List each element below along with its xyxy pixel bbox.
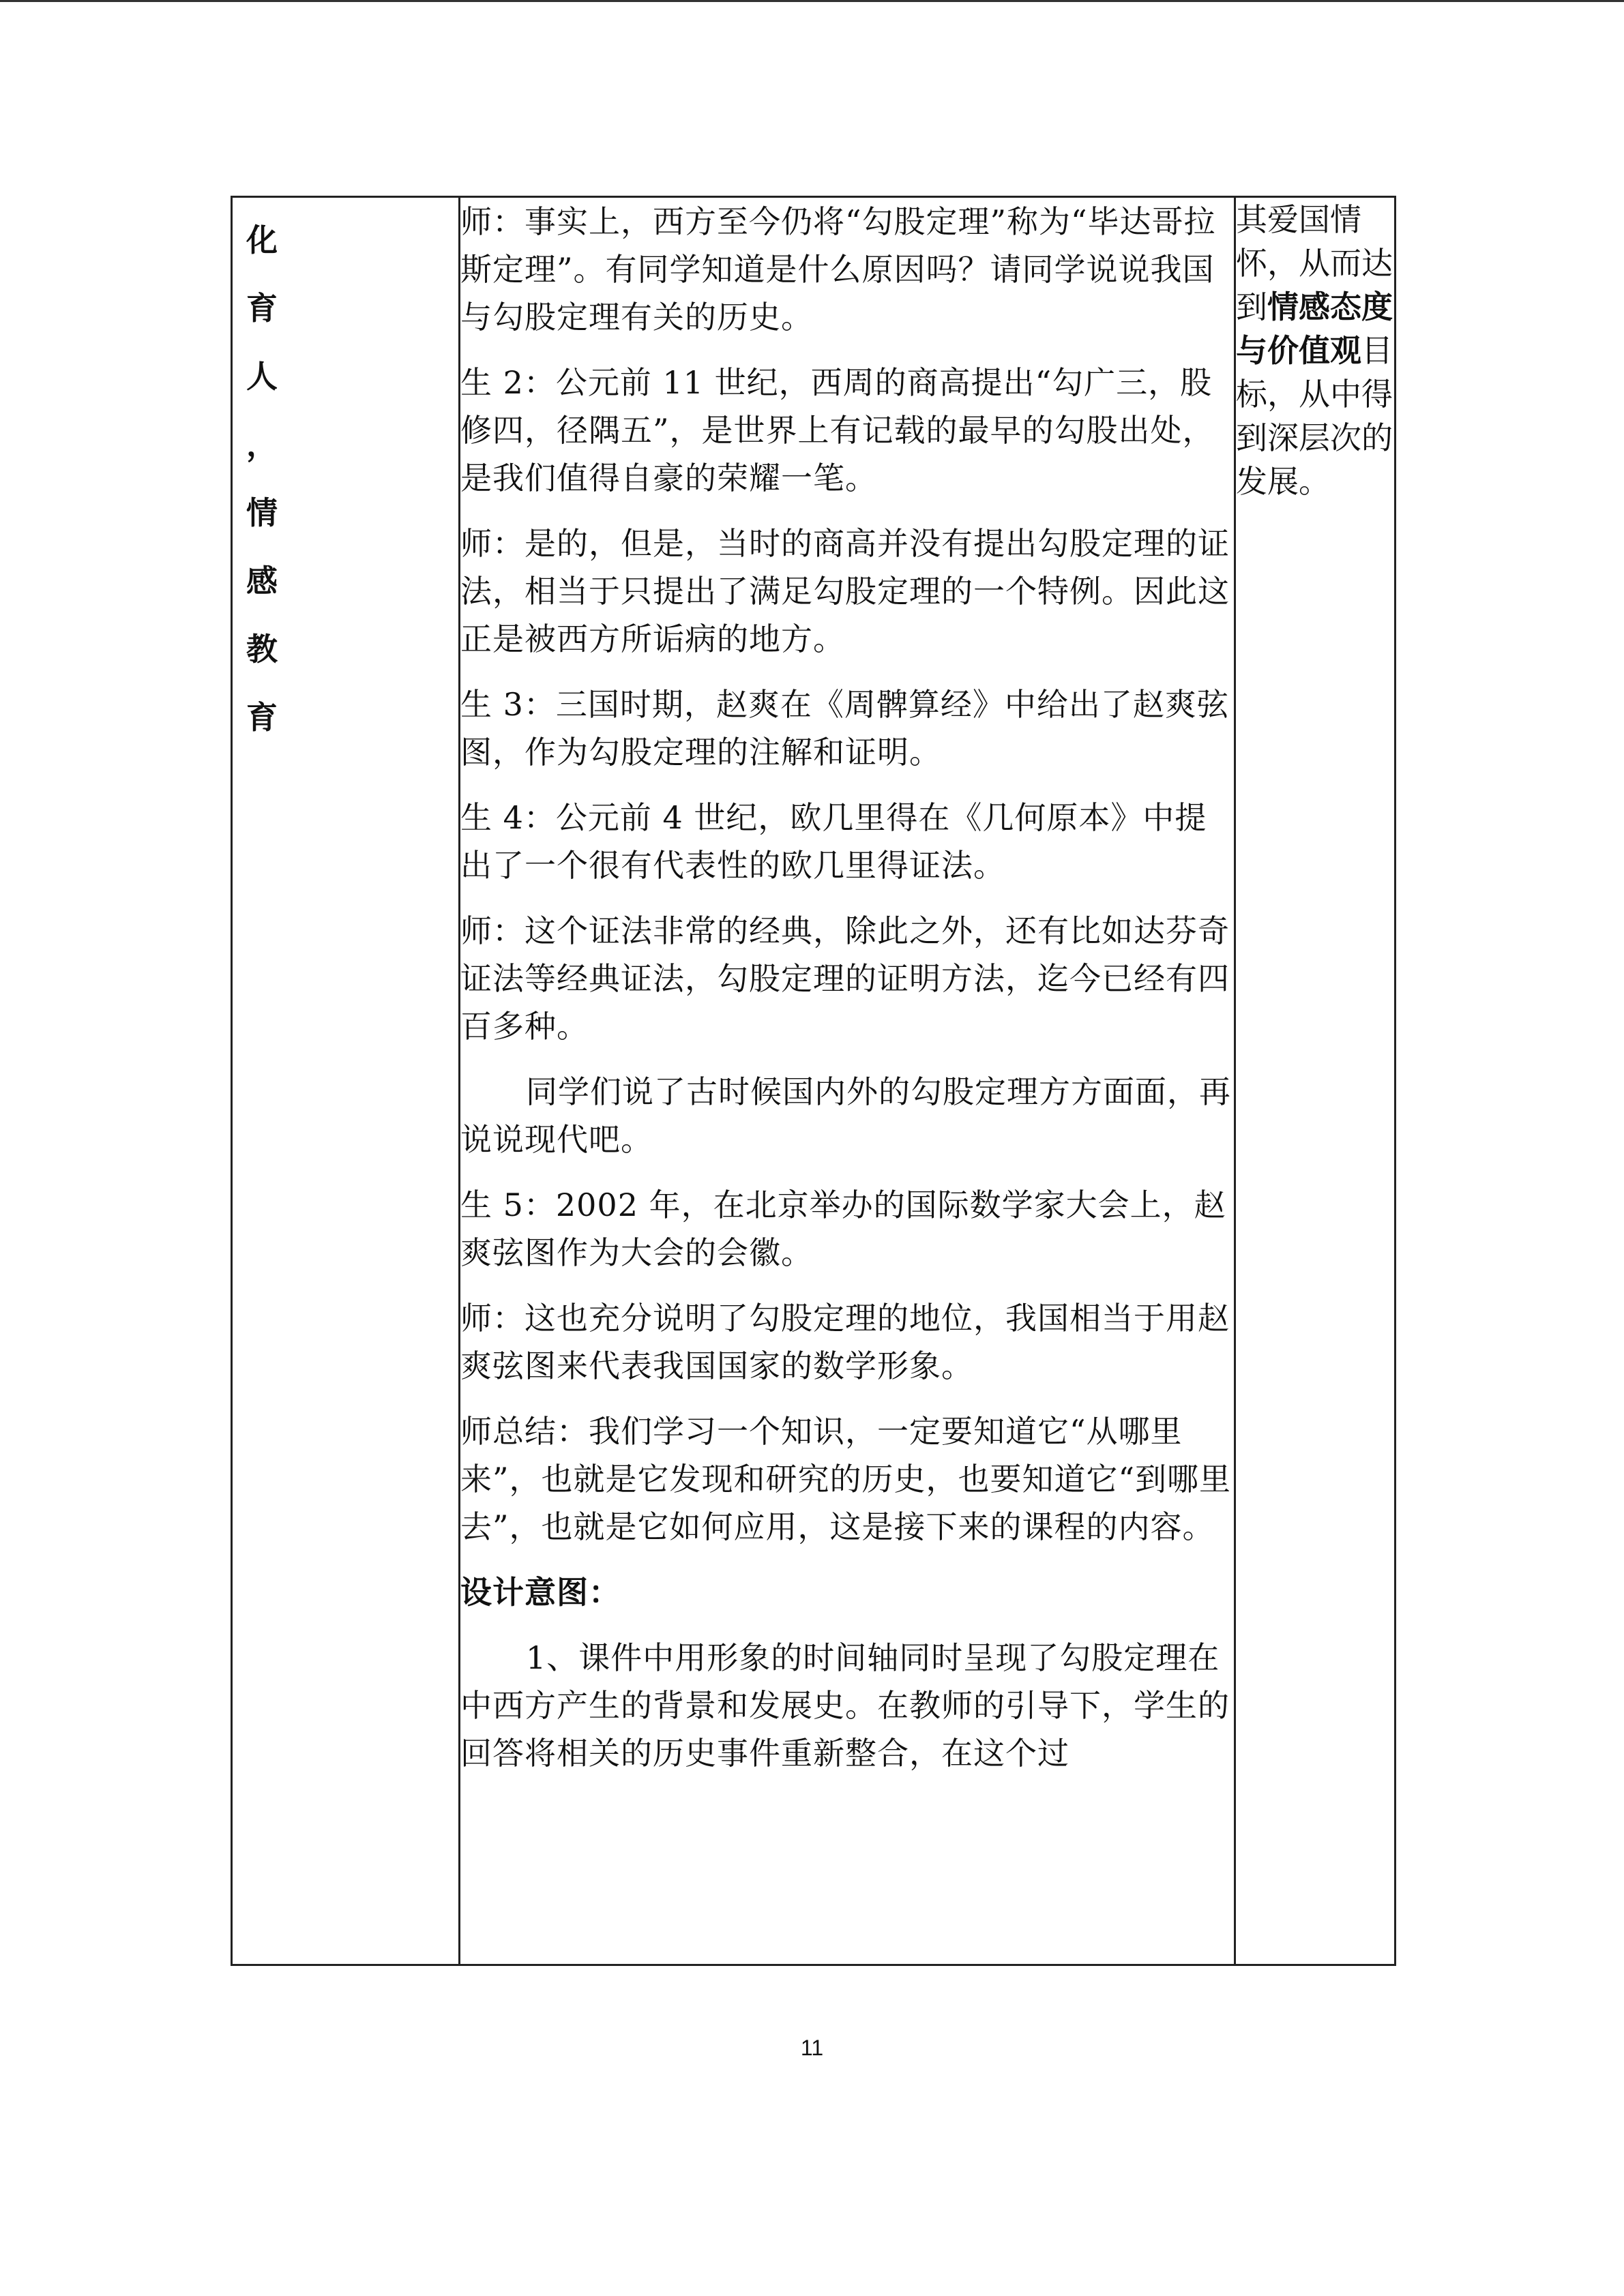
stage-char: 育 (246, 699, 278, 736)
dialogue-paragraph: 师总结：我们学习一个知识，一定要知道它“从哪里来”，也就是它发现和研究的历史，也要知道它“到哪里去”，也就是它如何应用，这是接下来的课程的内容。 (460, 1413, 1232, 1545)
dialogue-paragraph: 师：事实上，西方至今仍将“勾股定理”称为“毕达哥拉斯定理”。有同学知道是什么原因吗？请同学说说我国与勾股定理有关的历史。 (460, 203, 1216, 336)
stage-char: 化 (246, 222, 278, 258)
intent-note-cell (1235, 197, 1396, 1965)
stage-label-cell (232, 197, 460, 1965)
dialogue-paragraph: 生 3：三国时期，赵爽在《周髀算经》中给出了赵爽弦图，作为勾股定理的注解和证明。 (460, 686, 1229, 771)
dialogue-paragraph: 生 5：2002 年，在北京举办的国际数学家大会上，赵爽弦图作为大会的会徽。 (460, 1187, 1226, 1271)
dialogue-paragraph: 同学们说了古时候国内外的勾股定理方方面面，再说说现代吧。 (460, 1073, 1231, 1158)
page-number: 11 (800, 2036, 824, 2060)
dialogue-paragraph: 师：是的，但是，当时的商高并没有提出勾股定理的证法，相当于只提出了满足勾股定理的一个特例。因此这正是被西方所诟病的地方。 (460, 525, 1230, 657)
table-row (232, 197, 1396, 1965)
stage-char: ， (246, 426, 278, 463)
lesson-plan-table (231, 196, 1396, 1966)
note-emphasis: 情感态度与价值观 (1236, 288, 1393, 369)
stage-char: 育 (246, 290, 278, 327)
stage-char: 感 (246, 563, 278, 599)
note-text: 目标，从中得到深层次的发展。 (1236, 332, 1393, 500)
dialogue-paragraph: 师：这也充分说明了勾股定理的地位，我国相当于用赵爽弦图来代表我国国家的数学形象。 (460, 1300, 1230, 1384)
stage-char: 情 (246, 494, 278, 531)
teaching-process-cell (460, 197, 1235, 1965)
design-intent-paragraph: 1、课件中用形象的时间轴同时呈现了勾股定理在中西方产生的背景和发展史。在教师的引导下，学生的回答将相关的历史事件重新整合，在这个过 (460, 1639, 1230, 1772)
dialogue-paragraph: 生 4：公元前 4 世纪，欧几里得在《几何原本》中提出了一个很有代表性的欧几里得证法。 (460, 799, 1207, 884)
note-text: 其爱国情怀，从而达到 (1236, 201, 1393, 325)
top-border-line (0, 0, 1624, 2)
intent-note (1236, 198, 1394, 503)
stage-label (233, 198, 458, 751)
dialogue-paragraph: 师：这个证法非常的经典，除此之外，还有比如达芬奇证法等经典证法，勾股定理的证明方法，迄今已经有四百多种。 (460, 912, 1230, 1045)
design-intent-heading: 设计意图： (460, 1574, 621, 1611)
dialogue-paragraph: 生 2：公元前 11 世纪，西周的商高提出“勾广三，股修四，径隅五”，是世界上有记载的最早的勾股出处，是我们值得自豪的荣耀一笔。 (460, 364, 1215, 496)
stage-char: 教 (246, 631, 278, 668)
stage-char: 人 (246, 358, 278, 395)
